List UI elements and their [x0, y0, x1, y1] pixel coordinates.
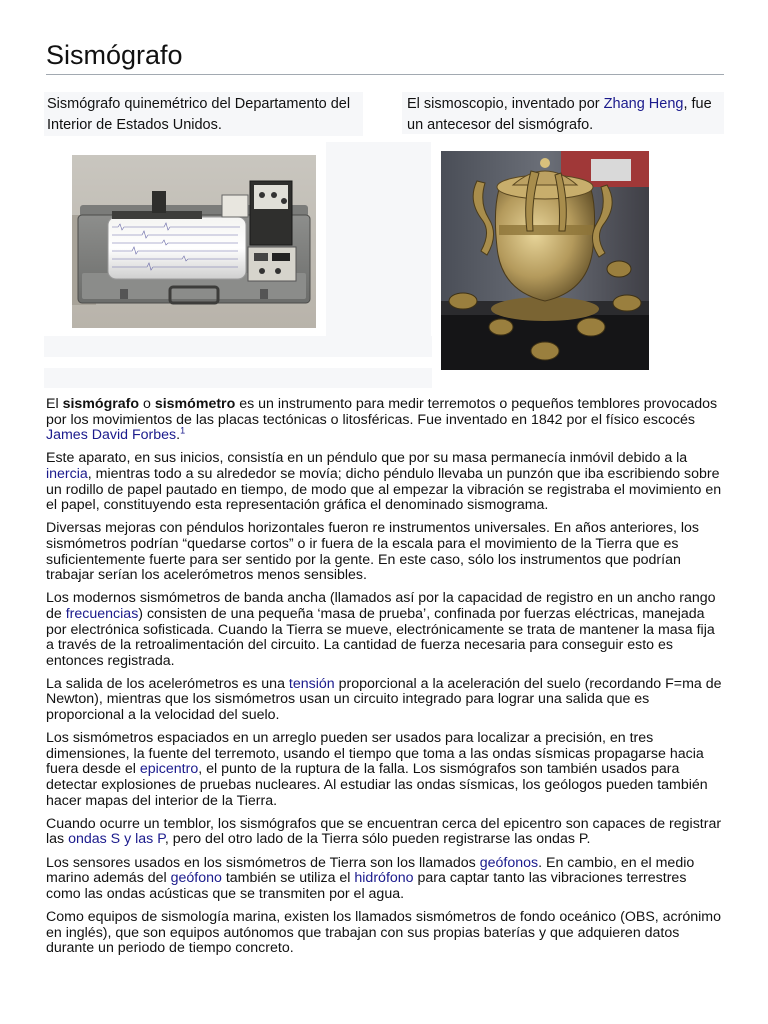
p5-text-1: La salida de los acelerómetros es una	[46, 675, 289, 692]
seismoscope-illustration	[441, 151, 649, 370]
p1-text-1: El	[46, 396, 63, 412]
paragraph-8	[46, 856, 722, 903]
p7-text-2: , pero del otro lado de la Tierra sólo pueden registrarse las ondas P.	[164, 831, 591, 848]
p5-text-2: proporcional a la aceleración del suelo (recordando F=ma de Newton), mientras que los sismómetros usan un circuito integrado para lograr una salida que es proporcional a la velocidad del suelo.	[46, 675, 722, 724]
p7-text-1: Cuando ocurre un temblor, los sismógrafos que se encuentran cerca del epicentro son capaces de registrar las	[46, 815, 722, 848]
figure-panel-left-bottom-bg	[44, 336, 432, 357]
figure-caption-right-text-1: El sismoscopio, inventado por	[407, 96, 604, 112]
p3-text-1: Diversas mejoras con péndulos horizontales fueron re instrumentos universales. En años anteriores, los sismómetros podrían “quedarse cortos” o ir fuera de la escala para el movimiento de la Tierra que es suficientemente fuerte para ser sentido por la gente. En este caso, sólo los instrumentos que podrían trabajar serían los acelerómetros menos sensibles.	[46, 520, 699, 584]
reference-1-link[interactable]: 1	[180, 425, 186, 436]
p6-text-2: , el punto de la ruptura de la falla. Los sismógrafos son también usados para detectar explosiones de pruebas nucleares. Al estudiar las ondas sísmicas, los geólogos pueden también hacer mapas del interior de la Tierra.	[46, 761, 708, 809]
tension-link[interactable]: tensión	[288, 675, 335, 692]
epicentro-link[interactable]: epicentro	[139, 761, 199, 778]
figure-caption-left	[47, 94, 359, 136]
frecuencias-link[interactable]: frecuencias	[65, 605, 139, 622]
paragraph-9	[46, 910, 722, 957]
figure-caption-right	[407, 94, 722, 136]
seismograph-image[interactable]	[72, 155, 316, 328]
figure-panel-middle-bg	[326, 142, 431, 356]
p8-text-2: . En cambio, en el medio marino además del	[46, 854, 695, 887]
p9-text-1: Como equipos de sismología marina, existen los llamados sismómetros de fondo oceánico (OBS, acrónimo en inglés), que son equipos autónomos que trabajan con sus propias baterías y que adquieren datos durante un periodo de tiempo concreto.	[46, 908, 722, 957]
p1-text-4: .	[176, 427, 181, 444]
p1-bold-sismometro: sismómetro	[154, 396, 236, 412]
paragraph-7	[46, 817, 722, 848]
seismoscope-image[interactable]	[441, 151, 649, 370]
paragraph-3	[46, 521, 722, 583]
p1-bold-sismografo: sismógrafo	[62, 396, 140, 412]
figure-caption-right-text-2: , fue un antecesor del sismógrafo.	[407, 96, 712, 133]
paragraph-4	[46, 591, 722, 669]
paragraph-1	[46, 397, 722, 444]
geofonos-link[interactable]: geófonos	[479, 854, 539, 871]
paragraph-2	[46, 451, 722, 513]
article-body	[46, 397, 722, 964]
page-title: Sismógrafo	[46, 40, 183, 70]
ondas-s-p-link[interactable]: ondas S y las P	[68, 831, 165, 848]
inercia-link[interactable]: inercia	[46, 465, 88, 482]
forbes-link[interactable]: James David Forbes	[46, 427, 177, 444]
p8-text-4: para captar tanto las vibraciones terrestres como las ondas acústicas que se transmiten por el agua.	[46, 870, 687, 902]
p2-text-2: , mientras todo a su alrededor se movía; dicho péndulo llevaba un punzón que iba escribiendo sobre un rodillo de papel pautado en tiempo, de modo que al empezar la vibración se registraba el movimiento en el papel, constituyendo esta representación gráfica el denominado sismograma.	[46, 465, 722, 514]
paragraph-6	[46, 731, 722, 809]
title-divider	[46, 74, 724, 75]
geofono-link[interactable]: geófono	[170, 870, 222, 887]
figure-panel-bottom-strip	[44, 368, 432, 388]
p8-text-1: Los sensores usados en los sismómetros de Tierra son los llamados	[46, 854, 480, 871]
p4-text-2: ) consisten de una pequeña ‘masa de prueba’, confinada por fuerzas eléctricas, manejada por electrónica sofisticada. Cuando la Tierra se mueve, electrónicamente se trata de mantener la masa fija a través de la retroalimentación del circuito. La cantidad de fuerza necesaria para conseguir esto es entonces registrada.	[46, 605, 715, 669]
zhang-heng-link[interactable]: Zhang Heng	[603, 96, 684, 112]
p8-text-3: también se utiliza el	[221, 870, 355, 887]
p6-text-1: Los sismómetros espaciados en un arreglo pueden ser usados para localizar a precisión, en tres dimensiones, la fuente del terremoto, usando el tiempo que toma a las ondas sísmicas propagarse hacia fuera desde el	[46, 730, 704, 778]
p1-text-3: es un instrumento para medir terremotos o pequeños temblores provocados por los movimientos de las placas tectónicas o litosféricas. Fue inventado en 1842 por el físico escocés	[46, 396, 718, 428]
paragraph-5	[46, 677, 722, 724]
figure-caption-left-text: Sismógrafo quinemétrico del Departamento del Interior de Estados Unidos.	[47, 96, 351, 133]
seismograph-illustration	[72, 155, 316, 328]
p4-text-1: Los modernos sismómetros de banda ancha (llamados así por la capacidad de registro en un ancho rango de	[46, 590, 716, 622]
hidrofono-link[interactable]: hidrófono	[354, 870, 414, 887]
p2-text-1: Este aparato, en sus inicios, consistía en un péndulo que por su masa permanecía inmóvil debido a la	[46, 450, 688, 467]
p1-text-2: o	[139, 396, 155, 412]
